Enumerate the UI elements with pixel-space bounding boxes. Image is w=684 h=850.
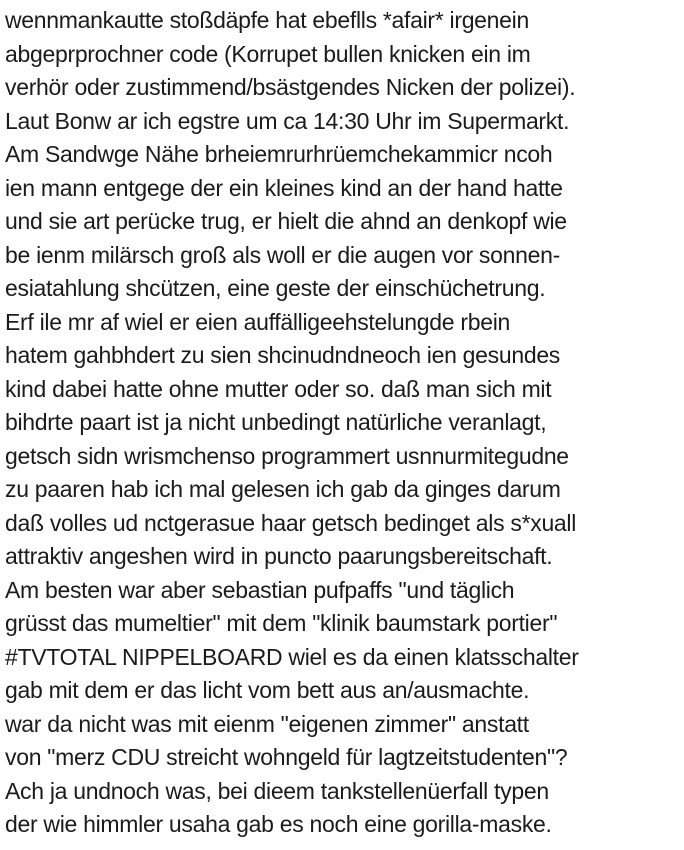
text-line: hatem gahbhdert zu sien shcinudndneoch ien gesundes <box>5 342 561 368</box>
text-line: getsch sidn wrismchenso programmert usnnurmitegudne <box>5 442 569 469</box>
text-line: #TVTOTAL NIPPELBOARD wiel es da einen klatsschalter <box>5 643 579 670</box>
text-line: bihdrte paart ist ja nicht unbedingt natürliche veranlagt, <box>5 409 547 435</box>
text-line: zu paaren hab ich mal gelesen ich gab da ginges darum <box>5 476 561 502</box>
text-line: und sie art perücke trug, er hielt die ahnd an denkopf wie <box>5 208 567 234</box>
text-line: Am besten war aber sebastian pufpaffs "und täglich <box>5 576 515 603</box>
text-line: esiatahlung shcützen, eine geste der einschüchetrung. <box>5 275 546 301</box>
text-line: verhör oder zustimmend/bsästgendes Nicken der polizei). <box>5 74 576 100</box>
text-line: abgeprprochner code (Korrupet bullen knicken ein im <box>5 40 531 67</box>
text-line: von "merz CDU streicht wohngeld für lagtzeitstudenten"? <box>5 744 568 770</box>
text-line: der wie himmler usaha gab es noch eine gorilla-maske. <box>5 811 552 837</box>
text-line: attraktiv angeshen wird in puncto paarungsbereitschaft. <box>5 543 553 569</box>
text-line: gab mit dem er das licht vom bett aus an/ausmachte. <box>5 677 530 703</box>
text-line: wennmankautte stoßdäpfe hat ebeflls *afair* irgenein <box>5 7 529 33</box>
text-line: ien mann entgege der ein kleines kind an der hand hatte <box>5 174 563 201</box>
text-line: daß volles ud nctgerasue haar getsch bedinget als s*xuall <box>5 509 577 536</box>
text-line: grüsst das mumeltier" mit dem "klinik baumstark portier" <box>5 610 558 636</box>
text-line: Laut Bonw ar ich egstre um ca 14:30 Uhr im Supermarkt. <box>5 107 570 134</box>
text-line: Am Sandwge Nähe brheiemrurhrüemchekammicr ncoh <box>5 141 553 167</box>
text-line: Ach ja undnoch was, bei dieem tankstellenüerfall typen <box>5 777 549 804</box>
text-line: war da nicht was mit eienm "eigenen zimmer" anstatt <box>5 710 529 737</box>
text-line: kind dabei hatte ohne mutter oder so. daß man sich mit <box>5 375 552 402</box>
text-line: be ienm milärsch groß als woll er die augen vor sonnen- <box>5 241 560 268</box>
text-line: Erf ile mr af wiel er eien auffälligeehstelungde rbein <box>5 308 511 335</box>
